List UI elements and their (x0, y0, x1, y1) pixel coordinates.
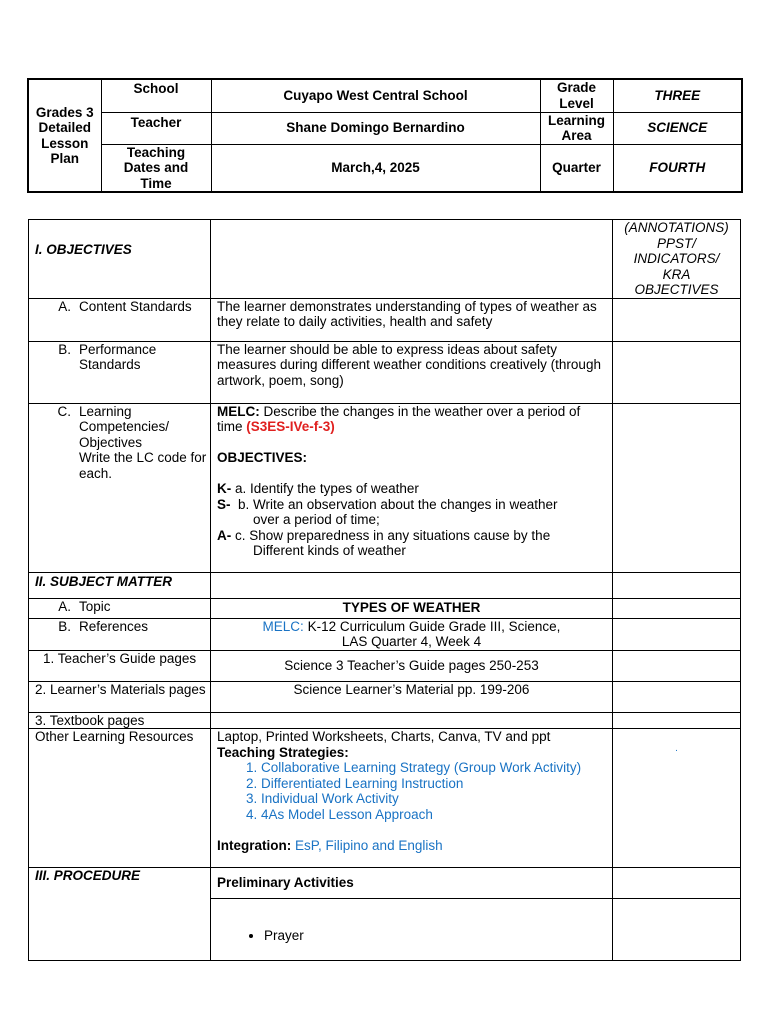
annotation-cell (613, 403, 741, 572)
topic-value: TYPES OF WEATHER (211, 598, 613, 618)
performance-standards-label-cell (29, 341, 211, 403)
teacher-label: Teacher (101, 112, 211, 144)
competencies-label-cell (29, 403, 211, 572)
skill-label: S- (217, 496, 231, 512)
annotation-cell (613, 341, 741, 403)
melc-code: (S3ES-IVe-f-3) (246, 419, 335, 434)
competencies-content (211, 403, 613, 572)
content-standards-letter: A. (58, 298, 71, 314)
other-resources-content (211, 729, 613, 868)
grade-level-value: THREE (613, 79, 742, 112)
strategy-item: 3. Individual Work Activity (261, 791, 606, 807)
knowledge-label: K- (217, 481, 232, 496)
procedure-heading: III. PROCEDURE (29, 868, 211, 961)
teachers-guide-label: 1. Teacher’s Guide pages (29, 650, 211, 681)
annotation-cell (613, 650, 741, 681)
integration-value: EsP, Filipino and English (295, 837, 443, 853)
references-value (211, 618, 613, 650)
dates-value: March,4, 2025 (211, 144, 540, 192)
objectives-heading: I. OBJECTIVES (29, 220, 211, 299)
competencies-label: Learning Competencies/ Objectives (79, 403, 170, 450)
teacher-value: Shane Domingo Bernardino (211, 112, 540, 144)
learners-materials-value: Science Learner’s Material pp. 199-206 (211, 681, 613, 712)
skill-objective-line2: over a period of time; (253, 512, 380, 527)
lesson-header-table (27, 78, 743, 193)
quarter-value: FOURTH (613, 144, 742, 192)
references-melc-prefix: MELC: (262, 618, 304, 634)
learners-materials-label: 2. Learner’s Materials pages (29, 681, 211, 712)
subject-matter-heading: II. SUBJECT MATTER (29, 572, 211, 598)
other-resources-label: Other Learning Resources (29, 729, 211, 868)
teachers-guide-value: Science 3 Teacher’s Guide pages 250-253 (211, 650, 613, 681)
annotation-cell (613, 618, 741, 650)
references-label: References (79, 618, 149, 634)
references-letter: B. (58, 618, 71, 634)
strategy-item: 1. Collaborative Learning Strategy (Group Work Activity) (261, 760, 606, 776)
annotation-cell (613, 298, 741, 341)
preliminary-activities: Preliminary Activities (211, 868, 613, 899)
school-label: School (101, 79, 211, 112)
strategies-list (217, 760, 606, 822)
topic-label-cell (29, 598, 211, 618)
subject-matter-blank (211, 572, 613, 598)
other-resources-value: Laptop, Printed Worksheets, Charts, Canva, TV and ppt (217, 729, 551, 744)
competencies-letter: C. (57, 403, 71, 419)
melc-label: MELC: (217, 403, 260, 419)
learning-area-value: SCIENCE (613, 112, 742, 144)
attitude-objective-line1: c. Show preparedness in any situations cause by the (235, 527, 551, 543)
topic-label: Topic (79, 598, 111, 614)
performance-standards-text: The learner should be able to express ideas about safety measures during different weather conditions creatively (through artwork, poem, song) (211, 341, 613, 403)
grade-level-label: Grade Level (540, 79, 613, 112)
attitude-label: A- (217, 527, 232, 543)
skill-objective-line1: b. Write an observation about the changes in weather (238, 496, 558, 512)
objectives-subheading: OBJECTIVES: (217, 450, 308, 465)
attitude-objective-line2: Different kinds of weather (253, 543, 406, 558)
references-label-cell (29, 618, 211, 650)
lesson-body-table (28, 219, 741, 961)
procedure-item-prayer: • Prayer (264, 928, 612, 944)
annotation-cell (613, 572, 741, 598)
topic-letter: A. (58, 598, 71, 614)
content-standards-label: Content Standards (79, 298, 192, 314)
integration-label: Integration: (217, 837, 292, 853)
references-line1: K-12 Curriculum Guide Grade III, Science, (307, 618, 561, 634)
strategy-item: 4. 4As Model Lesson Approach (261, 807, 606, 823)
competencies-note: Write the LC code for each. (79, 450, 207, 481)
quarter-label: Quarter (540, 144, 613, 192)
melc-text: Describe the changes in the weather over a period of time (217, 403, 581, 434)
performance-standards-letter: B. (58, 341, 71, 357)
annotation-cell (613, 868, 741, 899)
plan-title: Grades 3 Detailed Lesson Plan (28, 79, 101, 192)
strategies-heading: Teaching Strategies: (217, 744, 349, 760)
content-standards-label-cell (29, 298, 211, 341)
school-value: Cuyapo West Central School (211, 79, 540, 112)
learning-area-label: Learning Area (540, 112, 613, 144)
annotations-header: (ANNOTATIONS) PPST/ INDICATORS/ KRA OBJECTIVES (613, 220, 741, 299)
annotation-cell (613, 598, 741, 618)
strategy-item: 2. Differentiated Learning Instruction (261, 776, 606, 792)
procedure-list (211, 928, 612, 944)
annotation-cell (613, 681, 741, 712)
knowledge-objective: a. Identify the types of weather (235, 481, 419, 496)
annotation-mark: · (613, 729, 741, 868)
content-standards-text: The learner demonstrates understanding of types of weather as they relate to daily activities, health and safety (211, 298, 613, 341)
procedure-items-cell (211, 899, 613, 961)
annotation-cell (613, 712, 741, 729)
objectives-blank-cell (211, 220, 613, 299)
references-line2: LAS Quarter 4, Week 4 (341, 634, 482, 649)
annotation-cell (613, 899, 741, 961)
textbook-label: 3. Textbook pages (29, 712, 211, 729)
textbook-value (211, 712, 613, 729)
performance-standards-label: Performance Standards (79, 341, 157, 372)
dates-label: Teaching Dates and Time (101, 144, 211, 192)
